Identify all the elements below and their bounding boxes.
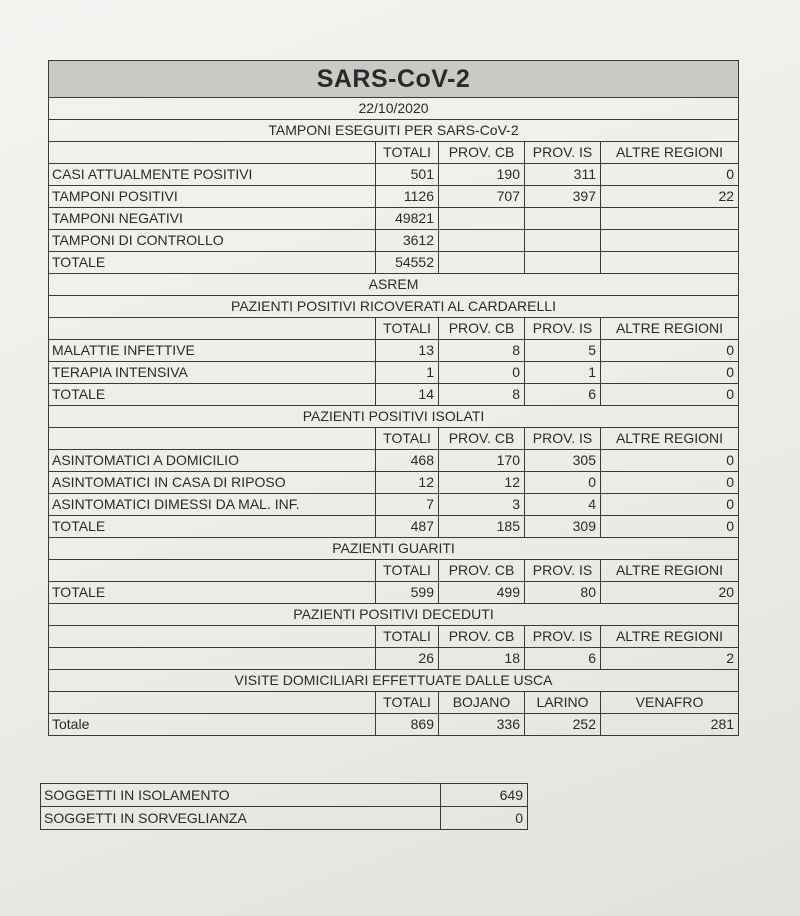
column-header: PROV. IS [525, 428, 601, 450]
column-header: TOTALI [376, 428, 439, 450]
value-cell: 2 [601, 648, 739, 670]
value-cell: 0 [601, 362, 739, 384]
table-row [49, 340, 739, 362]
value-cell: 13 [376, 340, 439, 362]
soggetti-value: 0 [441, 807, 528, 830]
value-cell: 6 [525, 648, 601, 670]
column-header: LARINO [525, 692, 601, 714]
value-cell: 170 [439, 450, 525, 472]
tamponi-column-header-row [49, 142, 739, 164]
table-row [49, 164, 739, 186]
value-cell: 0 [601, 450, 739, 472]
value-cell: 8 [439, 340, 525, 362]
ricoverati-column-header-row [49, 318, 739, 340]
value-cell: 14 [376, 384, 439, 406]
soggetti-label: SOGGETTI IN SORVEGLIANZA [41, 807, 441, 830]
value-cell: 336 [439, 714, 525, 736]
asrem-label: ASREM [49, 274, 739, 296]
value-cell: 252 [525, 714, 601, 736]
table-row [49, 252, 739, 274]
table-row [49, 648, 739, 670]
value-cell [439, 252, 525, 274]
row-label: ASINTOMATICI IN CASA DI RIPOSO [49, 472, 376, 494]
value-cell: 311 [525, 164, 601, 186]
column-header: PROV. CB [439, 428, 525, 450]
table-row [49, 230, 739, 252]
row-label: TOTALE [49, 516, 376, 538]
value-cell: 869 [376, 714, 439, 736]
value-cell: 26 [376, 648, 439, 670]
table-row [49, 494, 739, 516]
value-cell: 0 [601, 340, 739, 362]
table-row [49, 186, 739, 208]
ricoverati-heading-row [49, 296, 739, 318]
soggetti-value: 649 [441, 784, 528, 807]
deceduti-column-header-row [49, 626, 739, 648]
empty-cell [49, 428, 376, 450]
column-header: VENAFRO [601, 692, 739, 714]
row-label: ASINTOMATICI A DOMICILIO [49, 450, 376, 472]
column-header: BOJANO [439, 692, 525, 714]
value-cell: 5 [525, 340, 601, 362]
deceduti-heading: PAZIENTI POSITIVI DECEDUTI [49, 604, 739, 626]
value-cell: 499 [439, 582, 525, 604]
isolati-heading: PAZIENTI POSITIVI ISOLATI [49, 406, 739, 428]
asrem-label-row [49, 274, 739, 296]
column-header: ALTRE REGIONI [601, 626, 739, 648]
column-header: PROV. CB [439, 318, 525, 340]
soggetti-row [41, 784, 528, 807]
value-cell: 397 [525, 186, 601, 208]
row-label: TOTALE [49, 252, 376, 274]
table-row [49, 714, 739, 736]
value-cell: 3612 [376, 230, 439, 252]
title-row [49, 61, 739, 98]
table-row [49, 384, 739, 406]
value-cell [525, 252, 601, 274]
value-cell: 22 [601, 186, 739, 208]
report-date: 22/10/2020 [49, 98, 739, 120]
value-cell: 0 [601, 494, 739, 516]
value-cell: 4 [525, 494, 601, 516]
empty-cell [49, 626, 376, 648]
guariti-heading-row [49, 538, 739, 560]
value-cell: 501 [376, 164, 439, 186]
value-cell: 487 [376, 516, 439, 538]
value-cell: 468 [376, 450, 439, 472]
table-row [49, 208, 739, 230]
empty-cell [49, 318, 376, 340]
value-cell: 12 [439, 472, 525, 494]
value-cell: 1 [376, 362, 439, 384]
value-cell: 3 [439, 494, 525, 516]
column-header: TOTALI [376, 560, 439, 582]
report-body [49, 61, 739, 736]
row-label: TAMPONI POSITIVI [49, 186, 376, 208]
value-cell: 707 [439, 186, 525, 208]
value-cell: 8 [439, 384, 525, 406]
value-cell: 12 [376, 472, 439, 494]
column-header: TOTALI [376, 692, 439, 714]
value-cell [601, 230, 739, 252]
column-header: PROV. CB [439, 626, 525, 648]
row-label: TOTALE [49, 582, 376, 604]
row-label: MALATTIE INFETTIVE [49, 340, 376, 362]
value-cell: 49821 [376, 208, 439, 230]
column-header: TOTALI [376, 626, 439, 648]
ricoverati-heading: PAZIENTI POSITIVI RICOVERATI AL CARDARELLI [49, 296, 739, 318]
value-cell: 20 [601, 582, 739, 604]
row-label: CASI ATTUALMENTE POSITIVI [49, 164, 376, 186]
value-cell: 7 [376, 494, 439, 516]
isolati-heading-row [49, 406, 739, 428]
guariti-heading: PAZIENTI GUARITI [49, 538, 739, 560]
row-label: TOTALE [49, 384, 376, 406]
value-cell: 0 [601, 164, 739, 186]
deceduti-heading-row [49, 604, 739, 626]
column-header: PROV. IS [525, 560, 601, 582]
table-row [49, 472, 739, 494]
value-cell: 1 [525, 362, 601, 384]
tamponi-heading: TAMPONI ESEGUITI PER SARS-CoV-2 [49, 120, 739, 142]
column-header: PROV. IS [525, 626, 601, 648]
row-label: ASINTOMATICI DIMESSI DA MAL. INF. [49, 494, 376, 516]
column-header: PROV. CB [439, 560, 525, 582]
value-cell [439, 230, 525, 252]
soggetti-table [40, 783, 528, 830]
soggetti-row [41, 807, 528, 830]
value-cell: 18 [439, 648, 525, 670]
value-cell: 1126 [376, 186, 439, 208]
empty-cell [49, 560, 376, 582]
empty-cell [49, 692, 376, 714]
row-label: TAMPONI NEGATIVI [49, 208, 376, 230]
column-header: PROV. IS [525, 142, 601, 164]
value-cell [439, 208, 525, 230]
usca-heading: VISITE DOMICILIARI EFFETTUATE DALLE USCA [49, 670, 739, 692]
table-row [49, 362, 739, 384]
value-cell [525, 230, 601, 252]
table-row [49, 450, 739, 472]
value-cell: 281 [601, 714, 739, 736]
value-cell: 0 [601, 472, 739, 494]
value-cell: 54552 [376, 252, 439, 274]
covid-report-table [48, 60, 739, 736]
value-cell: 0 [525, 472, 601, 494]
row-label: Totale [49, 714, 376, 736]
row-label: TAMPONI DI CONTROLLO [49, 230, 376, 252]
tamponi-heading-row [49, 120, 739, 142]
value-cell [601, 208, 739, 230]
value-cell [601, 252, 739, 274]
value-cell: 6 [525, 384, 601, 406]
report-title: SARS-CoV-2 [49, 61, 739, 98]
usca-column-header-row [49, 692, 739, 714]
isolati-column-header-row [49, 428, 739, 450]
value-cell: 309 [525, 516, 601, 538]
value-cell: 185 [439, 516, 525, 538]
column-header: ALTRE REGIONI [601, 560, 739, 582]
column-header: ALTRE REGIONI [601, 318, 739, 340]
soggetti-label: SOGGETTI IN ISOLAMENTO [41, 784, 441, 807]
value-cell [525, 208, 601, 230]
column-header: ALTRE REGIONI [601, 142, 739, 164]
value-cell: 599 [376, 582, 439, 604]
table-row [49, 516, 739, 538]
column-header: TOTALI [376, 318, 439, 340]
row-label [49, 648, 376, 670]
row-label: TERAPIA INTENSIVA [49, 362, 376, 384]
column-header: PROV. CB [439, 142, 525, 164]
usca-heading-row [49, 670, 739, 692]
value-cell: 0 [601, 516, 739, 538]
column-header: PROV. IS [525, 318, 601, 340]
value-cell: 0 [601, 384, 739, 406]
column-header: TOTALI [376, 142, 439, 164]
value-cell: 305 [525, 450, 601, 472]
date-row [49, 98, 739, 120]
value-cell: 190 [439, 164, 525, 186]
empty-cell [49, 142, 376, 164]
value-cell: 80 [525, 582, 601, 604]
table-row [49, 582, 739, 604]
value-cell: 0 [439, 362, 525, 384]
column-header: ALTRE REGIONI [601, 428, 739, 450]
guariti-column-header-row [49, 560, 739, 582]
